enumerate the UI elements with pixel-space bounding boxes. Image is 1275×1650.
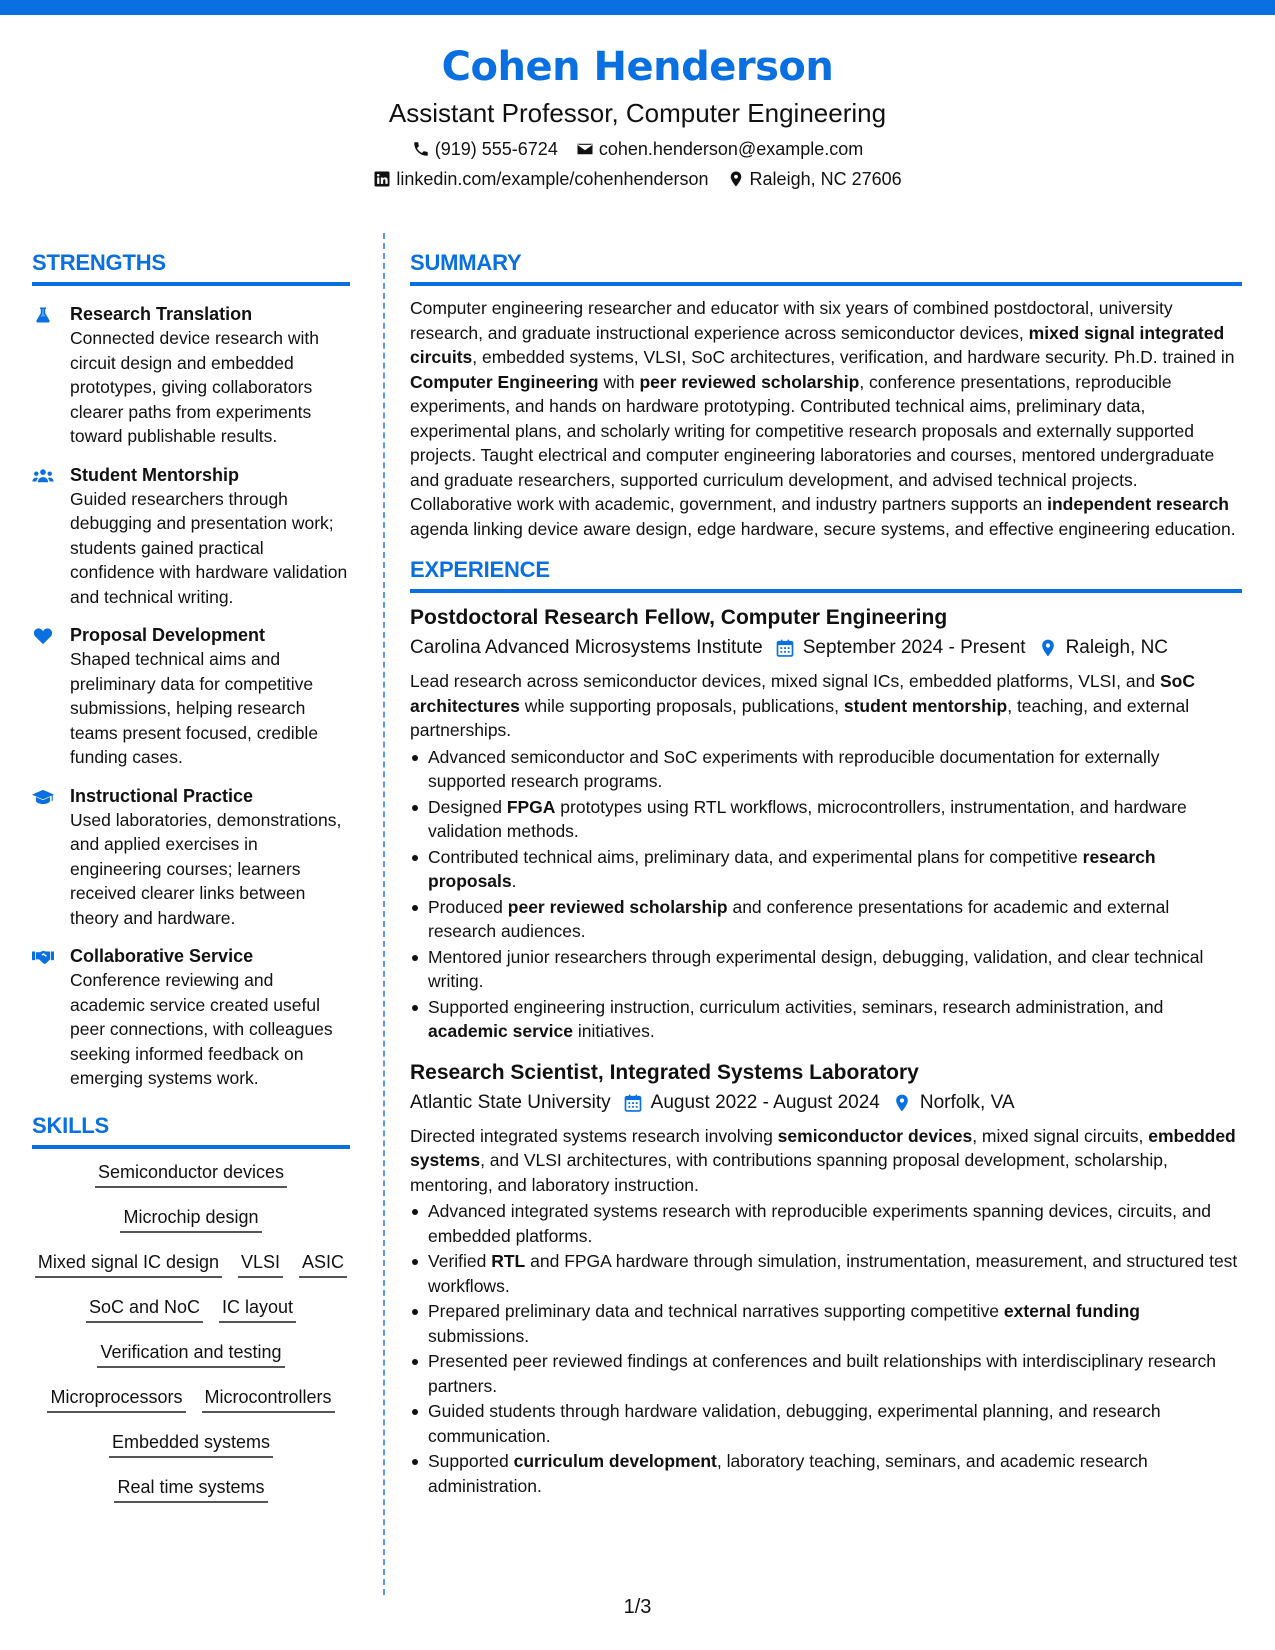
skill-tag: Microcontrollers: [202, 1384, 335, 1413]
text-segment: Advanced integrated systems research with reproducible experiments spanning devices, circuits, and embedded platforms.: [428, 1201, 1212, 1246]
bullet-item: [410, 1249, 1242, 1298]
text-segment: prototypes using RTL workflows, microcontrollers, instrumentation, and hardware validation methods.: [428, 796, 1187, 841]
bullet-item: [410, 995, 1242, 1044]
text-segment: Prepared preliminary data and technical narratives supporting competitive: [428, 1301, 1004, 1321]
text-segment: , and VLSI architectures, with contributions spanning proposal development, scholarship, mentoring, and laboratory instruction.: [410, 1150, 1168, 1195]
strength-title: Proposal Development: [70, 625, 266, 645]
strength-desc: Used laboratories, demonstrations, and applied exercises in engineering courses; learners received clearer links between theory and hardware.: [70, 809, 342, 928]
candidate-title: Assistant Professor, Computer Engineering: [388, 98, 887, 128]
skill-row: [120, 1204, 261, 1249]
text-segment: agenda linking device aware design, edge hardware, secure systems, and effective engineering education.: [410, 518, 1236, 539]
email-contact[interactable]: [576, 134, 863, 164]
strengths-heading: STRENGTHS: [32, 246, 350, 286]
envelope-icon: [576, 140, 594, 158]
linkedin-text: linkedin.com/example/cohenhenderson: [396, 169, 709, 189]
map-pin-icon: [727, 170, 745, 188]
skill-row: [35, 1249, 347, 1294]
handshake-icon: [32, 944, 70, 1091]
skill-tag: Verification and testing: [97, 1339, 284, 1368]
job-meta: [410, 1088, 1242, 1118]
bold-text: external funding: [1003, 1301, 1140, 1321]
job-location-text: Norfolk, VA: [919, 1091, 1015, 1113]
strength-title: Research Translation: [70, 304, 253, 324]
text-segment: Advanced semiconductor and SoC experiments with reproducible documentation for externally supported research programs.: [428, 746, 1160, 791]
skill-row: [114, 1474, 267, 1519]
skills-heading: SKILLS: [32, 1109, 350, 1149]
text-segment: , embedded systems, VLSI, SoC architectures, verification, and hardware security. Ph.D. trained in: [472, 347, 1235, 367]
text-segment: Presented peer reviewed findings at conferences and built relationships with interdisciplinary research partners.: [428, 1351, 1216, 1396]
text-segment: Guided students through hardware validation, debugging, experimental planning, and research communication.: [428, 1401, 1161, 1446]
phone-icon: [412, 140, 430, 158]
skill-row: [97, 1339, 284, 1384]
bullet-item: [410, 1449, 1242, 1498]
skill-row: [109, 1429, 273, 1474]
strength-item: [32, 784, 350, 931]
summary-section: [410, 246, 1242, 541]
bold-text: research proposals: [428, 846, 1156, 891]
bullet-item: [410, 895, 1242, 944]
bold-text: semiconductor devices: [777, 1125, 973, 1146]
bold-text: mixed signal integrated circuits: [410, 322, 1225, 367]
text-segment: Mentored junior researchers through experimental design, debugging, validation, and clear technical writing.: [428, 946, 1204, 991]
skill-tag: Real time systems: [114, 1474, 267, 1503]
skill-tag: Microchip design: [120, 1204, 261, 1233]
text-segment: Verified: [428, 1251, 492, 1271]
summary-text: [410, 296, 1242, 541]
strength-item: [32, 623, 350, 770]
bold-text: SoC architectures: [410, 671, 1195, 716]
job-location-text: Raleigh, NC: [1065, 637, 1169, 658]
job-bullets: [410, 745, 1242, 1044]
text-segment: Directed integrated systems research involving: [410, 1125, 778, 1146]
text-segment: and FPGA hardware through simulation, instrumentation, measurement, and structured test workflows.: [428, 1251, 1238, 1296]
phone-contact[interactable]: [412, 134, 558, 164]
text-segment: Designed: [428, 796, 507, 817]
strength-title: Instructional Practice: [70, 785, 254, 806]
bold-text: FPGA: [506, 796, 556, 817]
calendar-icon: [623, 1093, 643, 1113]
skill-tag: SoC and NoC: [86, 1294, 203, 1323]
strength-desc: Connected device research with circuit design and embedded prototypes, giving collaborators clearer paths from experiments toward publishable results.: [70, 328, 320, 446]
linkedin-contact[interactable]: [373, 164, 708, 194]
phone-text: (919) 555-6724: [434, 139, 558, 159]
bold-text: academic service: [428, 1021, 573, 1041]
text-segment: , mixed signal circuits,: [972, 1125, 1149, 1146]
text-segment: , laboratory teaching, seminars, and academic research administration.: [428, 1451, 1148, 1496]
job-location: [1038, 633, 1168, 663]
bullet-item: [410, 1199, 1242, 1248]
text-segment: Produced: [428, 896, 508, 917]
skill-tag: Semiconductor devices: [95, 1159, 287, 1188]
job-location: [892, 1088, 1015, 1118]
bold-text: embedded systems: [410, 1125, 1236, 1170]
bold-text: peer reviewed scholarship: [639, 371, 860, 392]
column-divider: [383, 233, 385, 1595]
bold-text: curriculum development: [513, 1451, 717, 1471]
text-segment: Lead research across semiconductor devices, mixed signal ICs, embedded platforms, VLSI, and: [410, 671, 1160, 691]
strengths-section: [32, 246, 350, 1091]
skill-row: [86, 1294, 296, 1339]
job-title: Research Scientist, Integrated Systems Laboratory: [410, 1060, 919, 1084]
bold-text: student mentorship: [843, 695, 1008, 716]
left-column: [32, 246, 350, 1519]
users-icon: [32, 463, 70, 610]
job-dates-text: August 2022 - August 2024: [650, 1091, 880, 1113]
job-title: Postdoctoral Research Fellow, Computer Engineering: [410, 606, 948, 629]
skills-list: [32, 1159, 350, 1519]
bullet-item: [410, 745, 1242, 794]
flask-icon: [32, 302, 70, 449]
calendar-icon: [775, 638, 795, 658]
resume-header: [0, 38, 1275, 194]
bold-text: independent research: [1047, 494, 1229, 514]
job-org: Atlantic State University: [410, 1091, 611, 1113]
skill-row: [95, 1159, 287, 1204]
text-segment: initiatives.: [572, 1021, 655, 1041]
job-description: [410, 669, 1242, 743]
linkedin-icon: [373, 170, 391, 188]
skills-section: [32, 1109, 350, 1519]
page-number: 1/3: [623, 1596, 652, 1618]
job-entry: [410, 1058, 1242, 1499]
bullet-item: [410, 1349, 1242, 1398]
job-dates: [775, 633, 1026, 663]
experience-section: [410, 553, 1242, 1498]
strength-item: [32, 463, 350, 610]
contact-row-1: [0, 134, 1275, 164]
email-text: cohen.henderson@example.com: [598, 139, 864, 159]
map-pin-icon: [1038, 638, 1058, 658]
text-segment: Supported: [428, 1451, 514, 1471]
text-segment: and conference presentations for academic and external research audiences.: [428, 896, 1170, 941]
top-accent-bar: [0, 0, 1275, 15]
heart-icon: [32, 623, 70, 770]
map-pin-icon: [892, 1093, 912, 1113]
skill-tag: IC layout: [219, 1294, 296, 1323]
bullet-item: [410, 1299, 1242, 1348]
skill-tag: Embedded systems: [109, 1429, 273, 1458]
location-text: Raleigh, NC 27606: [749, 169, 902, 189]
job-bullets: [410, 1199, 1242, 1498]
strength-desc: Conference reviewing and academic service created useful peer connections, with colleagues seeking informed feedback on emerging systems work.: [70, 970, 333, 1088]
text-segment: .: [511, 871, 517, 891]
skill-row: [47, 1384, 334, 1429]
candidate-name: Cohen Henderson: [441, 44, 834, 90]
text-segment: Supported engineering instruction, curriculum activities, seminars, research administration, and: [428, 996, 1164, 1017]
job-dates: [623, 1088, 880, 1118]
job-entry: [410, 603, 1242, 1044]
job-description: [410, 1124, 1242, 1198]
skill-tag: Mixed signal IC design: [35, 1249, 222, 1278]
text-segment: , teaching, and external partnerships.: [410, 695, 1190, 740]
text-segment: Contributed technical aims, preliminary data, and experimental plans for competitive: [428, 846, 1083, 867]
summary-heading: SUMMARY: [410, 246, 1242, 286]
bold-text: Computer Engineering: [410, 371, 599, 392]
experience-heading: EXPERIENCE: [410, 553, 1242, 593]
text-segment: while supporting proposals, publications,: [519, 695, 844, 716]
bullet-item: [410, 1399, 1242, 1448]
bold-text: peer reviewed scholarship: [507, 896, 728, 917]
bullet-item: [410, 845, 1242, 894]
bullet-item: [410, 795, 1242, 844]
text-segment: Computer engineering researcher and educator with six years of combined postdoctoral, university research, and graduate instructional experience across semiconductor devices,: [410, 298, 1173, 343]
job-meta: [410, 633, 1242, 663]
strength-title: Student Mentorship: [70, 464, 239, 485]
contact-row-2: [0, 164, 1275, 194]
graduation-cap-icon: [32, 784, 70, 931]
strength-desc: Shaped technical aims and preliminary data for competitive submissions, helping research teams present focused, credible funding cases.: [70, 649, 319, 767]
strength-item: [32, 302, 350, 449]
job-dates-text: September 2024 - Present: [802, 637, 1026, 658]
skill-tag: VLSI: [238, 1249, 283, 1278]
text-segment: submissions.: [428, 1325, 530, 1346]
bullet-item: [410, 945, 1242, 994]
text-segment: with: [598, 371, 640, 392]
skill-tag: Microprocessors: [47, 1384, 185, 1413]
bold-text: RTL: [491, 1251, 526, 1271]
skill-tag: ASIC: [299, 1249, 347, 1278]
job-org: Carolina Advanced Microsystems Institute: [410, 637, 763, 658]
location-contact: [727, 164, 902, 194]
strength-desc: Guided researchers through debugging and presentation work; students gained practical confidence with hardware validation and technical writing.: [70, 488, 348, 607]
right-column: [410, 246, 1242, 1499]
strength-item: [32, 944, 350, 1091]
text-segment: , conference presentations, reproducible experiments, and hands on hardware prototyping. Contributed technical aims, preliminary data, experimental plans, and scholarly writing for competitive research proposals and externally supported projects. Taught electrical and computer engineering laboratories and courses, mentored undergraduate and graduate researchers, supported curriculum development, and advised technical projects. Collaborative work with academic, government, and industry partners supports an: [410, 371, 1215, 514]
strength-title: Collaborative Service: [70, 946, 254, 966]
